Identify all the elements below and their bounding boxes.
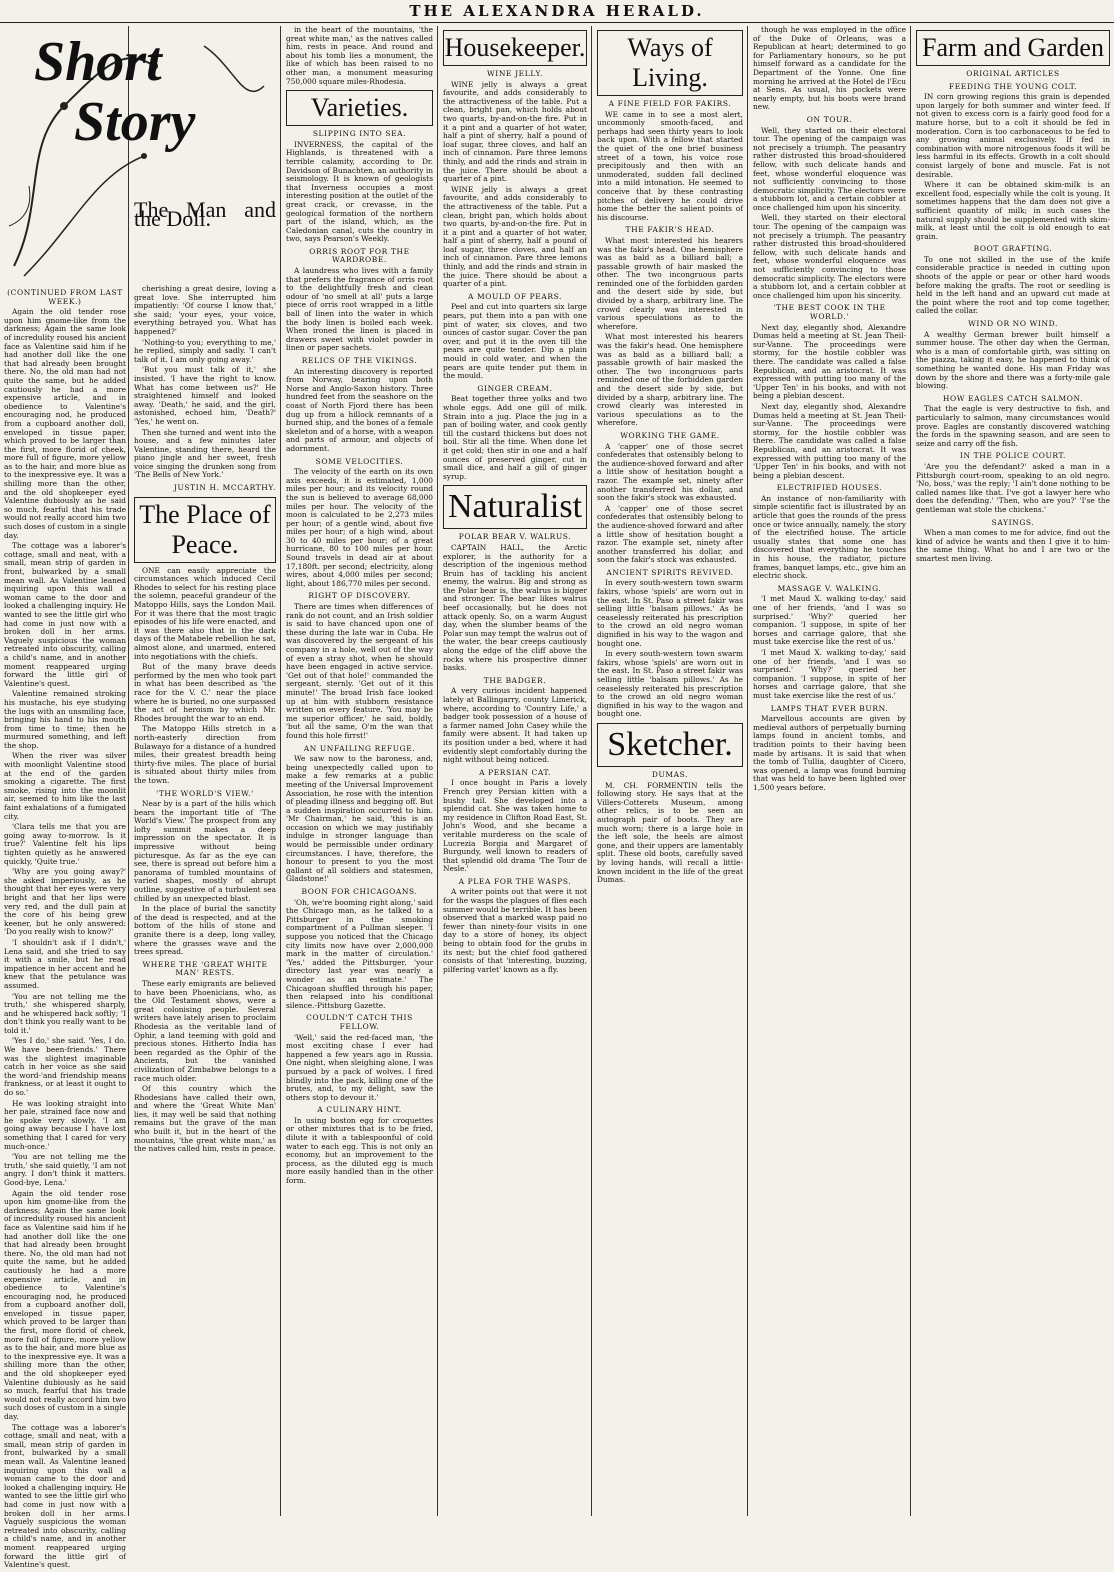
article-text: In every south-western town swarm fakirs, whose 'spiels' are worn out in the east. In St. Paso a street fakir was selling little 'balsam pillows.' As he ceaselessly reiterated his prescription to the crowd an old negro woman dignified in his way to the wagon and bought one. [597, 578, 743, 648]
article-text: A laundress who lives with a family that prefers the fragrance of orris root to the delightfully fresh and clean odour of 'no smell at all' puts a large piece of orris root wrapped in a little ball of linen into the water in which the body linen is boiled each week. When ironed the linen is placed in drawers sweet with violet powder in linen or paper sachets. [286, 266, 433, 353]
section-title-naturalist: Naturalist [443, 485, 587, 529]
subheading: POLAR BEAR V. WALRUS. [458, 532, 572, 542]
peace-paragraph: Near by is a part of the hills which bears the important title of 'The World's View.' The prospect from any lofty summit makes a deep impression on the spectator. It is impressive without being picturesque. As far as the eye can see, there is spread out before him a panorama of tumbled mountains of varied shapes, mostly of abrupt outline, suggestive of a turbulent sea chilled by an unexpected blast. [134, 799, 276, 903]
section-title-farm-and-garden: Farm and Garden [916, 30, 1110, 66]
subheading: THE FAKIR'S HEAD. [625, 225, 715, 235]
story-paragraph: When the river was silver with moonlight Valentine stood at the end of the garden smoking a cigarette. The first smoke, rising into the moonlit air, seemed to him like the last faint exhalations of a fumigated city. [4, 751, 126, 821]
subheading: WINE JELLY. [486, 69, 544, 78]
art-title-short: Short [34, 31, 162, 93]
section-title-ways-of-living: Ways of Living. [597, 30, 743, 96]
subheading: ON TOUR. [806, 114, 853, 124]
article-text: In using boston egg for croquettes or other mixtures that is to be fried, dilute it with a tablespoonful of cold water to each egg. This is not only an economy, but an improvement to the process, as the diluted egg is much more easily handled than in the other form. [286, 1115, 433, 1186]
column-rule [591, 26, 592, 1516]
subheading: ELECTRIFIED HOUSES. [776, 483, 883, 493]
article-text: 'Well,' said the red-faced man, 'the most exciting chase I ever had happened a few years ago in Russia. One night, when sleighing alone, I was pursued by a pack of wolves. I fired blindly into the pack, killing one of the brutes, and, to my delight, saw the others stop to devour it.' [286, 1032, 433, 1102]
article-text: A 'capper' one of those secret confederates that ostensibly belong to the audience-shoved forward and after a little show of hesitation bought a razor. The example set, ninety after another transferred his dollar, and soon the fakir's stock was exhausted. [597, 441, 743, 503]
column-varieties [286, 26, 433, 1516]
column-rule [747, 26, 748, 1516]
article-text: That the eagle is very destructive to fish, and particularly to salmon, many circumstances would prove. Eagles are constantly discovered watching the fords in the spawning season, and are seen to seize and carry off the fish. [916, 404, 1110, 448]
story-paragraph: 'But you must talk of it,' she insisted. 'I have the right to know. What has come between us?' He straightened himself and looked away. 'Death,' he said, and the girl, astonished, echoed him, 'Death?' 'Yes,' he went on. [134, 365, 276, 426]
article-text: A 'capper' one of those secret confederates that ostensibly belong to the audience-shoved forward and after a little show of hesitation bought a razor. The example set, ninety after another transferred his dollar, and soon the fakir's stock was exhausted. [597, 503, 743, 565]
subheading: 'THE BEST COOK IN THE WORLD.' [773, 303, 886, 321]
article-text: though he was employed in the office of the Duke of Orleans, was a Republican at heart; determined to go for Parliamentary honours, so he put himself forward as a candidate for the Department of the Yonne. One fine morning he arrived at the Hotel de l'Ecu at Sens. As usual, his pockets were nearly empty, but his boots were brand new. [753, 25, 906, 112]
subheading: WHERE THE 'GREAT WHITE MAN' RESTS. [142, 959, 268, 978]
subheading: A FINE FIELD FOR FAKIRS. [608, 99, 732, 108]
peace-paragraph: These early emigrants are believed to have been Phoenicians, who, as the Old Testament shows, were a great colonising people. Several writers have lately arisen to proclaim Rhodesia as the veritable land of Ophir, a land teeming with gold and precious stones. Hitherto India has been regarded as the Ophir of the Ancients, but the vanished civilization of Zimbabwe belongs to a race much older. [134, 978, 276, 1083]
subheading: AN UNFAILING REFUGE. [303, 743, 416, 753]
art-title-story: Story [74, 91, 196, 153]
column-peace [134, 285, 276, 1516]
article-text: There are times when differences of rank do not count, and an Irish soldier is said to have chanced upon one of these during the late war in Cuba. He was discovered by the sergeant of his company in a hole, well out of the way of even a stray shot, when he should have been engaged in active service. 'Get out of that hole!' commanded the sergeant, sternly. 'Get out of it this minute!' The broad Irish face looked up at him with stubborn resistance written on every feature. 'You may be me superior officer,' he said, boldly, 'but all the same, O'm the wan that found this hole firrst!' [286, 602, 433, 740]
story-paragraph: The cottage was a laborer's cottage, small and neat, with a small, mean strip of garden in front, bulwarked by a small mean wall. As Valentine leaned inquiring upon this wall a woman came to the door and looked a challenging inquiry. He wanted to see the little girl who had come in just now with a broken doll in her arms. Vaguely suspicious the woman retreated into obscurity, calling a child's name, and in another moment reappeared urging forward the little girl of Valentine's quest. [4, 541, 126, 688]
article-text: Where it can be obtained skim-milk is an excellent food, especially while the colt is young. It sometimes happens that the dam does not give a sufficient quantity of milk; in such cases the natural supply should be supplemented with skim-milk, at least until the colt is old enough to eat grain. [916, 180, 1110, 241]
article-text: 'Are you the defendant?' asked a man in a Pittsburgh court-room, speaking to an old negro. 'No, boss,' was the reply; 'I ain't done nothing to be called names like that. I've got a lawyer here who does the defending.' 'Then, who are you?' 'I'se the gentleman wat stole the chickens.' [916, 461, 1110, 514]
article-text: What most interested his hearers was the fakir's head. One hemisphere was as bald as a billiard ball; a passable growth of hair masked the other. The two incongruous parts reminded one of the forbidden garden and the desert side by side, but divided by a sharp, arbitrary line. The crowd clearly was interested in various speculations as to the wherefore. [597, 235, 743, 331]
article-text: 'I met Maud X. walking to-day,' said one of her friends, 'and I was so surprised.' 'Why?' queried her companion. 'I suppose, in spite of her horses and carriage galore, that she must take exercise like the rest of us.' [753, 647, 906, 700]
article-text: Next day, elegantly shod, Alexandre Dumas held a meeting at St. Jean Theil-sur-Vanne. The proceedings were stormy, for the hostile cobbler was there. The candidate was called a false Republican, and an aristocrat. It was expressed with putting too many of the 'Upper Ten' in his books, and with not being a plebian descent. [753, 322, 906, 401]
subheading: GINGER CREAM. [477, 383, 553, 393]
article-text: Peel and cut into quarters six large pears, put them into a pan with one pint of water, six cloves, and two ounces of castor sugar. Cover the pan over, and put it in the oven till the pears are quite tender. Dip a plain mould in cold water, and when the pears are quite tender put them in the mould. [443, 302, 587, 381]
article-text: In every south-western town swarm fakirs, whose 'spiels' are worn out in the east. In St. Paso a street fakir was selling little 'balsam pillows.' As he ceaselessly reiterated his prescription to the crowd an old negro woman dignified in his way to the wagon and bought one. [597, 649, 743, 719]
subheading: IN THE POLICE COURT. [959, 451, 1067, 461]
story-paragraph: 'You are not telling me the truth,' she whispered sharply, and he whispered back softly; 'I don't think you really want to be told it.' [4, 991, 126, 1035]
article-text: A wealthy German brewer built himself a summer house. The other day when the German, who is a man of comfortable girth, was sitting on the piazza, taking it easy, he happened to think of something he wanted done. His man Friday was down by the shore and there was a forty-mile gale blowing. [916, 329, 1110, 391]
story-paragraph: Again the old tender rose upon him gnome-like from the darkness; Again the same look of incredulity roused his ancient face as Valentine said him if he had another doll like the one that had already been brought there. No, the old man had not quite the same, but he added cautiously he had a more expensive article, and in obedience to Valentine's encouraging nod, he produced from a cupboard another doll, enveloped in tissue paper, which proved to be larger than the first, more florid of cheek, more full of figure, more yellow as to the hair, and more blue as to the inexpressive eye. It was a shilling more than the other, and the old shopkeeper eyed Valentine dubiously as he said so much, fearful that his trade would not really accord him two such doses of custom in a single day. [4, 307, 126, 540]
subheading: A MOULD OF PEARS. [467, 291, 563, 301]
subheading: RELICS OF THE VIKINGS. [301, 356, 418, 365]
article-text: What most interested his hearers was the fakir's head. One hemisphere was as bald as a billiard ball; a passable growth of hair masked the other. The two incongruous parts reminded one of the forbidden garden and the desert side by side, but divided by a sharp, arbitrary line. The crowd clearly was interested in various speculations as to the wherefore. [597, 332, 743, 428]
story-paragraph: 'Why are you going away?' she asked imperiously, as he thought that her eyes were very bright and that her lips were very red, and the dull pain at the core of his being grew keener, but he only answered: 'Do you really wish to know?' [4, 867, 126, 937]
subheading: WIND OR NO WIND. [968, 319, 1058, 329]
article-text: WE came in to see a most alert, uncommonly smooth-faced, and perhaps had seen thirty years to look back upon. With a fellow that started the quiet of the one brief business street of a town, his voice rose precipitously and then with an unmoderated, sudden fall declined into a mild intonation. He seemed to conceive that by these contrasting pitches of delivery he could drive home the better the salient points of his discourse. [597, 109, 743, 222]
story-paragraph: Again the old tender rose upon him gnome-like from the darkness; Again the same look of incredulity roused his ancient face as Valentine said him if he had another doll like the one that had already been brought there. No, the old man had not quite the same, but he added cautiously he had a more expensive article, and in obedience to Valentine's encouraging nod, he produced from a cupboard another doll, enveloped in tissue paper, which proved to be larger than the first, more florid of cheek, more full of figure, more yellow as to the hair, and more blue as to the inexpressive eye. It was a shilling more than the other, and the old shopkeeper eyed Valentine dubiously as he said so much, fearful that his trade would not really accord him two such doses of custom in a single day. [4, 1188, 126, 1421]
story-paragraph: 'I shouldn't ask if I didn't,' Lena said, and she tried to say it with a smile, but he read impatience in her accent and he knew that the petulance was assumed. [4, 937, 126, 990]
article-text: Next day, elegantly shod, Alexandre Dumas held a meeting at St. Jean Theil-sur-Vanne. The proceedings were stormy, for the hostile cobbler was there. The candidate was called a false Republican, and an aristocrat. It was expressed with putting too many of the 'Upper Ten' in his books, and with not being a plebian descent. [753, 401, 906, 480]
subheading: 'THE WORLD'S VIEW.' [156, 788, 254, 798]
story-paragraph: He was looking straight into her pale, strained face now and he spoke very slowly. 'I am going away because I have lost something that I cared for very much-once.' [4, 1098, 126, 1151]
subheading: A CULINARY HINT. [317, 1105, 402, 1115]
column-rule [280, 26, 281, 1516]
rhodes-tail: in the heart of the mountains, 'the great white man,' as the natives called him, rests in peace. And round and about his tomb lies a monument, the like of which has been raised to no other man, a monument measuring 750,000 square miles-Rhodesia. [286, 25, 433, 86]
subheading: LAMPS THAT EVER BURN. [770, 703, 889, 713]
article-text: WINE jelly is always a great favourite, and adds considerably to the attractiveness of the table. Put a clean, bright pan, which holds about two quarts, by-and-on-the fire. Put in it a pint and a quarter of hot water, half a pint of sherry, half a pound of loaf sugar, three cloves, and half an inch of cinnamon. Pare three lemons thinly, and add the rinds and strain in the juice. There should be about a quarter of a pint. [443, 184, 587, 289]
short-story-artwork [4, 26, 276, 281]
article-text: We saw now to the baroness, and, being unexpectedly called upon to make a few remarks at a public meeting of the Universal Improvement Association, he rose with the intention of pleading illness and begging off. But a sudden inspiration occurred to him. 'Mr Chairman,' he said, 'this is an occasion on which we may justifiably indulge in stronger language than would be permissible under ordinary circumstances. I have, therefore, the honour to present to you the most gallant of all soldiers and statesmen, Gladstone!' [286, 754, 433, 884]
subheading: BOOT GRAFTING. [973, 244, 1053, 254]
article-text: Well, they started on their electoral tour. The opening of the campaign was not precisely a triumph. The peasantry rather distrusted this broad-shouldered fellow, with such delicate hands and feet, whose wonderful eloquence was not sufficiently convincing to those democratic simplicity. The electors were a stubborn lot, and a certain cobbler at once challenged him upon his sincerity. [753, 125, 906, 212]
peace-paragraph: In the place of burial the sanctity of the dead is respected, and at the bottom of the hills of stone and granite there is a deep, long valley, where the grasses wave and the trees spread. [134, 904, 276, 957]
subheading: BOON FOR CHICAGOANS. [301, 887, 418, 897]
subheading: ORIGINAL ARTICLES [966, 69, 1060, 78]
masthead [0, 0, 1114, 23]
article-text: To one not skilled in the use of the knife considerable practice is needed in cutting upon shoots of the apple or pear or other hard woods before making the grafts. The root or seedling is held in the left hand and an upward cut made at the point where the root and top come together, called the collar. [916, 254, 1110, 316]
column-ways-of-living [597, 26, 743, 1516]
article-text: An instance of non-familiarity with simple scientific fact is illustrated by an article that goes the rounds of the press once or twice annually, namely, the story of the electrified house. The article usually states that some one has discovered that everything he touches in his house, the radiator, picture frames, banquet lamps, etc., give him an electric shock. [753, 493, 906, 581]
masthead-title: THE ALEXANDRA HERALD. [409, 2, 705, 20]
article-text: IN corn growing regions this grain is depended upon largely for both summer and winter feed. If not given to excess corn is a fairly good food for a mature horse, but to a colt it should be fed in moderation. Corn is too carbonaceous to be fed to any growing animal exclusively. If fed in combination with more nitrogenous foods it will be less harmful in its effects. Growth in a colt should consist largely of bone and muscle. Fat is not desirable. [916, 92, 1110, 179]
article-text: 'I met Maud X. walking to-day,' said one of her friends, 'and I was so surprised.' 'Why?' queried her companion. 'I suppose, in spite of her horses and carriage galore, that she must take exercise like the rest of us.' [753, 594, 906, 647]
story-paragraph: Valentine remained stroking his mustache, his eye studying the lugs with an unsmiling face, bringing his hand to his mouth from time to time; then he murmured something, and left the shop. [4, 689, 126, 750]
article-text: WINE jelly is always a great favourite, and adds considerably to the attractiveness of the table. Put a clean, bright pan, which holds about two quarts, by-and-on-the fire. Put in it a pint and a quarter of hot water, half a pint of sherry, half a pound of loaf sugar, three cloves, and half an inch of cinnamon. Pare three lemons thinly, and add the rinds and strain in the juice. There should be about a quarter of a pint. [443, 79, 587, 184]
subheading: SOME VELOCITIES. [315, 456, 404, 466]
subheading: COULDN'T CATCH THIS FELLOW. [306, 1013, 413, 1031]
story-paragraph: 'Clara tells me that you are going away to-morrow. Is it true?' Valentine felt his lips tighten quietly as he answered quickly, 'Quite true.' [4, 822, 126, 866]
subheading: HOW EAGLES CATCH SALMON. [942, 393, 1084, 403]
story-text [4, 285, 126, 1572]
peace-paragraph: ONE can easily appreciate the circumstances which induced Cecil Rhodes to select for his resting place the solemn, peaceful grandeur of the Matoppo Hills, says the London Mail. For it was there that the most tragic episodes of his life were enacted, and it was there also that in the dark days of the Matabele rebellion he sat, almost alone, and unarmed, entered into negotiations with the chiefs. [134, 565, 276, 661]
article-text: Beat together three yolks and two whole eggs. Add one gill of milk. Strain into a jug. Place the jug in a pan of boiling water, and cook gently till the custard thickens but does not boil. Stir all the time. When done let it get cold; then stir in one and a half ounces of preserved ginger, cut in small dice, and half a gill of ginger syrup. [443, 394, 587, 481]
article-text: A writer points out that were it not for the wasps the plagues of flies each summer would be terrible. It has been observed that a marked wasp paid no fewer than ninety-four visits in one day to a store of honey, its object being to obtain food for the grubs in its nest; but the chief food gathered consists of that 'interesting, buzzing, pilfering varlet' known as a fly. [443, 887, 587, 974]
subheading: SLIPPING INTO SEA. [312, 129, 407, 139]
peace-paragraph: But of the many brave deeds performed by the men who took part in what has been described as 'the race for the V. C.' near the place where he is buried, no one surpassed the act of heroism by which Mr. Rhodes brought the war to an end. [134, 662, 276, 723]
story-paragraph: 'You are not telling me the truth,' she said quietly, 'I am not angry. I don't think it matters. Good-bye, Lena.' [4, 1152, 126, 1187]
subheading: RIGHT OF DISCOVERY. [308, 591, 411, 601]
article-text: A very curious incident happened lately at Ballingarry, county Limerick, where, according to 'Country Life,' a badger took possession of a house of a farmer named John Casey while the family were absent. It had taken up its position under a bed, where it had evidently slept comfortably during the night without being noticed. [443, 686, 587, 765]
article-text: I once bought in Paris a lovely French grey Persian kitten with a bushy tail. She developed into a splendid cat. She was taken home to my residence in Clifton Road East, St. John's Wood, and she became a veritable murderess on the scale of Lucrezia Borgia and Margaret of Burgundy, well known to readers of that splendid old drama 'The Tour de Nesle.' [443, 778, 587, 874]
article-text: An interesting discovery is reported from Norway, bearing upon both Norse and Anglo-Saxon history. Three hundred feet from the seashore on the coast of North Fjord there has been dug up from a hillock remnants of a burned ship, and the bones of a female skeleton and of a horse, with a weapon and parts of armour, and objects of adornment. [286, 366, 433, 453]
story-paragraph: 'Yes I do,' she said. 'Yes, I do. We have been-friends.' There was the slightest imaginable catch in her voice as she said the word-'and friendship means frankness, or at least it ought to do so.' [4, 1036, 126, 1098]
article-text: Marvellous accounts are given by medieval authors of perpetually burning lamps found in ancient tombs, and tradition points to their having been made by artisans. It is said that when the tomb of Tullia, daughter of Cicero, was opened, a lamp was found burning that was held to have been lighted over 1,500 years before. [753, 714, 906, 792]
column-rule [437, 26, 438, 1516]
section-title-place-of-peace: The Place of Peace. [134, 497, 276, 563]
peace-paragraph: Of this country which the Rhodesians have called their own, and where the 'Great White Man' lies, it may well be said that nothing remains but the grave of the man who built it, but in the heart of the mountains, 'the great white man,' as the natives called him, rests in peace. [134, 1084, 276, 1154]
article-text: INVERNESS, the capital of the Highlands, is threatened with a terrible calamity, according to Dr. Davidson of Bunachten, an authority in seismology. It is known of geologists that Inverness occupies a most interesting position at the outlet of the great crack, or crevasse, in the geological formation of the northern part of the island, which, as the Caledonian canal, cuts the country in two, says Pearson's Weekly. [286, 139, 433, 244]
story-paragraph: Then she turned and went into the house, and a few minutes later Valentine, standing there, heard the piano jingle and her sweet, fresh voice singing the drunken song from 'The Bells of New York.' [134, 427, 276, 480]
section-title-varieties: Varieties. [286, 90, 433, 126]
subheading: MASSAGE V. WALKING. [777, 583, 882, 593]
article-text: When a man comes to me for advice, find out the kind of advice he wants and then I give it to him-the same thing. What ho and I are two or the smartest men living. [916, 528, 1110, 563]
column-rule [910, 26, 911, 1516]
subheading: SAYINGS. [991, 517, 1035, 527]
article-text: The velocity of the earth on its own axis exceeds, it is estimated, 1,000 miles per hour; and its velocity round the sun is believed to average 68,000 miles per hour. The velocity of the moon is calculated to be 2,273 miles per hour; of a gentle wind, about five miles per hour; of a high wind, about 30 to 40 miles per hour; of a great hurricane, 80 to 100 miles per hour. Sound travels in dead air at about 17,180ft. per second; electricity, along wires, about 4,000 miles per second; light, about 186,770 miles per second. [286, 467, 433, 588]
byline: JUSTIN H. MCCARTHY. [173, 483, 276, 493]
story-intro: cherishing a great desire, loving a great love. She interrupted him impatiently: 'Of course I know that,' she said; 'your eyes, your voice, everything betrayed you. What has happened?' [134, 284, 276, 336]
subheading: A PERSIAN CAT. [479, 767, 551, 777]
subheading: DUMAS. [651, 769, 689, 779]
story-paragraph: The cottage was a laborer's cottage, small and neat, with a small, mean strip of garden in front, bulwarked by a small mean wall. As Valentine leaned inquiring upon this wall a woman came to the door and looked a challenging inquiry. He wanted to see the little girl who had come in just now with a broken doll in her arms. Vaguely suspicious the woman retreated into obscurity, calling a child's name, and in another moment reappeared urging forward the little girl of Valentine's quest. [4, 1422, 126, 1570]
article-text: Well, they started on their electoral tour. The opening of the campaign was not precisely a triumph. The peasantry rather distrusted this broad-shouldered fellow, with such delicate hands and feet, whose wonderful eloquence was not sufficiently convincing to those democratic simplicity. The electors were a stubborn lot, and a certain cobbler at once challenged him upon his sincerity. [753, 213, 906, 300]
section-title-sketcher: Sketcher. [597, 723, 743, 767]
subheading: A PLEA FOR THE WASPS. [458, 876, 572, 886]
article-text: 'Oh, we're booming right along,' said the Chicago man, as he talked to a Pittsburger in the smoking compartment of a Pullman sleeper. 'I suppose you noticed that the Chicago city limits now have over 2,000,000 mark in the matter of circulation.' 'Yes,' added the Pittsburger, 'your directory last year was nearly a wonder as an estimate.' The Chicagoan shuffled through his paper, then relapsed into his conditional silence.-Pittsburg Gazette. [286, 897, 433, 1010]
subheading: FEEDING THE YOUNG COLT. [948, 81, 1078, 91]
story-title: The Man and the Doll. [134, 197, 276, 231]
continued-note: (CONTINUED FROM LAST WEEK.) [7, 288, 123, 306]
subheading: ORRIS ROOT FOR THE WARDROBE. [309, 246, 410, 265]
subheading: THE BADGER. [483, 675, 547, 685]
column-housekeeper [443, 26, 587, 1516]
peace-paragraph: The Matoppo Hills stretch in a north-easterly direction from Bulawayo for a distance of a hundred miles, their greatest breadth being thirty-five miles. The place of burial is situated about thirty miles from the town. [134, 724, 276, 785]
article-text: CAPTAIN HALL, the Arctic explorer, is the authority for a description of the ingenious method Bruin has of tackling his ancient enemy, the walrus. Big and strong as the Polar bear is, the walrus is bigger and stronger. The bear likes walrus beef occasionally, but he does not attack openly. So, on a warm August day, when the slumber beams of the Polar sun may tempt the walrus out of the water, the bear creeps cautiously along the edge of the cliff above the rocks where his prospective dinner basks. [443, 542, 587, 673]
column-dumas [753, 26, 906, 1516]
article-text: M. CH. FORMENTIN tells the following story. He says that at the Villers-Cotterets Museum, among other relics, is to be seen an autograph pair of boots. They are much worn; there is a large hole in the left sole, the heels are almost gone, and their uppers are lamentably split. These old boots, carefully saved by loving hands, will recall a little-known incident in the life of the great Dumas. [597, 780, 743, 885]
subheading: ANCIENT SPIRITS REVIVED. [606, 567, 734, 577]
subheading: WORKING THE GAME. [620, 430, 720, 440]
section-title-housekeeper: Housekeeper. [443, 30, 587, 66]
column-farm-garden [916, 26, 1110, 1516]
story-paragraph: 'Nothing-to you; everything to me,' he replied, simply and sadly. 'I can't talk of it. I am only going away.' [134, 337, 276, 364]
